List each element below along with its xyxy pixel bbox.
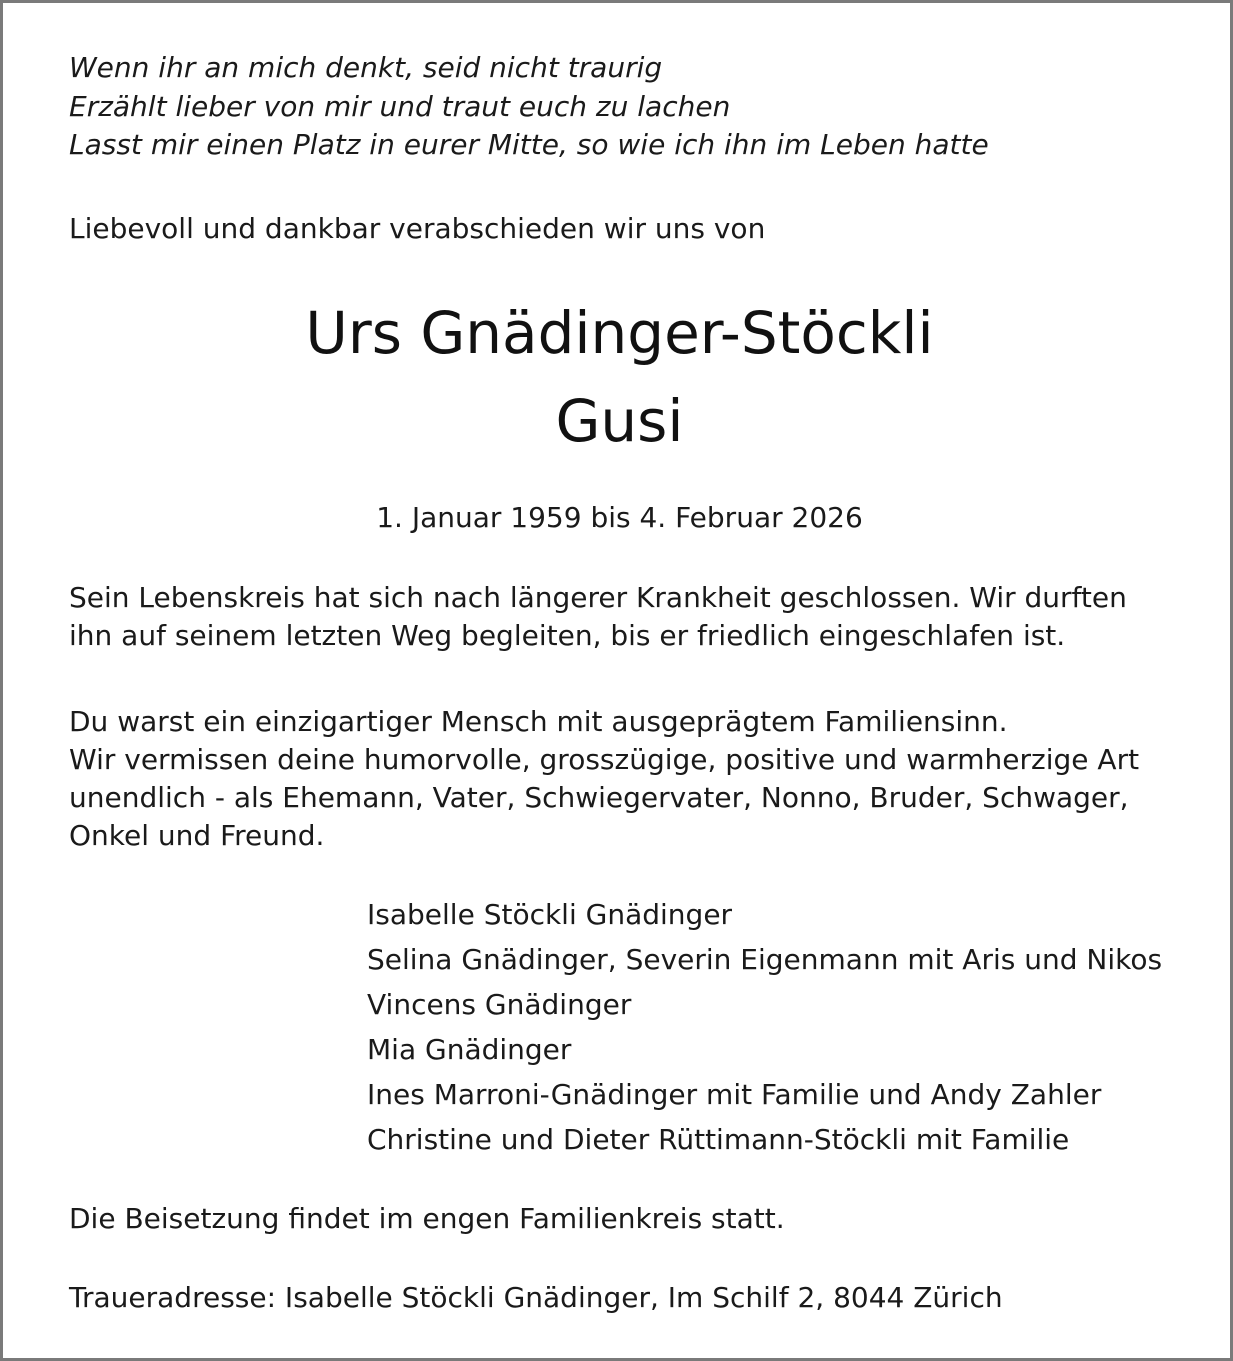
deceased-name: Urs Gnädinger-Stöckli: [305, 299, 934, 367]
mourner-item: Selina Gnädinger, Severin Eigenmann mit Aris und Nikos: [367, 943, 1163, 976]
mourner-item: Isabelle Stöckli Gnädinger: [367, 898, 733, 931]
mourner-item: Vincens Gnädinger: [367, 988, 632, 1021]
burial-note: Die Beisetzung findet im engen Familienkreis statt.: [69, 1202, 785, 1235]
poem-line: Wenn ihr an mich denkt, seid nicht traurig: [69, 51, 663, 84]
poem-line: Erzählt lieber von mir und traut euch zu lachen: [69, 89, 731, 123]
poem: [69, 49, 989, 165]
deceased-nickname: Gusi: [555, 387, 684, 455]
mourners-list: [367, 892, 1162, 1162]
mourner-item: Ines Marroni-Gnädinger mit Familie und Andy Zahler: [367, 1078, 1102, 1111]
paragraph-line: Onkel und Freund.: [69, 819, 325, 852]
poem-line: Lasst mir einen Platz in eurer Mitte, so wie ich ihn im Leben hatte: [69, 128, 989, 161]
intro-text: Liebevoll und dankbar verabschieden wir uns von: [69, 212, 766, 245]
mourner-item: Christine und Dieter Rüttimann-Stöckli mit Familie: [367, 1123, 1070, 1156]
mourner-item: Mia Gnädinger: [367, 1033, 572, 1066]
paragraph-illness: [69, 579, 1127, 655]
paragraph-line: Du warst ein einzigartiger Mensch mit ausgeprägtem Familiensinn.: [69, 705, 1008, 738]
paragraph-line: Wir vermissen deine humorvolle, grosszügige, positive und warmherzige Art: [69, 743, 1140, 776]
paragraph-line: unendlich - als Ehemann, Vater, Schwiegervater, Nonno, Bruder, Schwager,: [69, 781, 1129, 814]
paragraph-line: ihn auf seinem letzten Weg begleiten, bis er friedlich eingeschlafen ist.: [69, 619, 1066, 652]
mourning-address: Traueradresse: Isabelle Stöckli Gnädinger, Im Schilf 2, 8044 Zürich: [69, 1281, 1003, 1314]
paragraph-line: Sein Lebenskreis hat sich nach längerer Krankheit geschlossen. Wir durften: [69, 581, 1127, 614]
paragraph-tribute: [69, 703, 1139, 855]
life-dates: 1. Januar 1959 bis 4. Februar 2026: [376, 501, 863, 534]
